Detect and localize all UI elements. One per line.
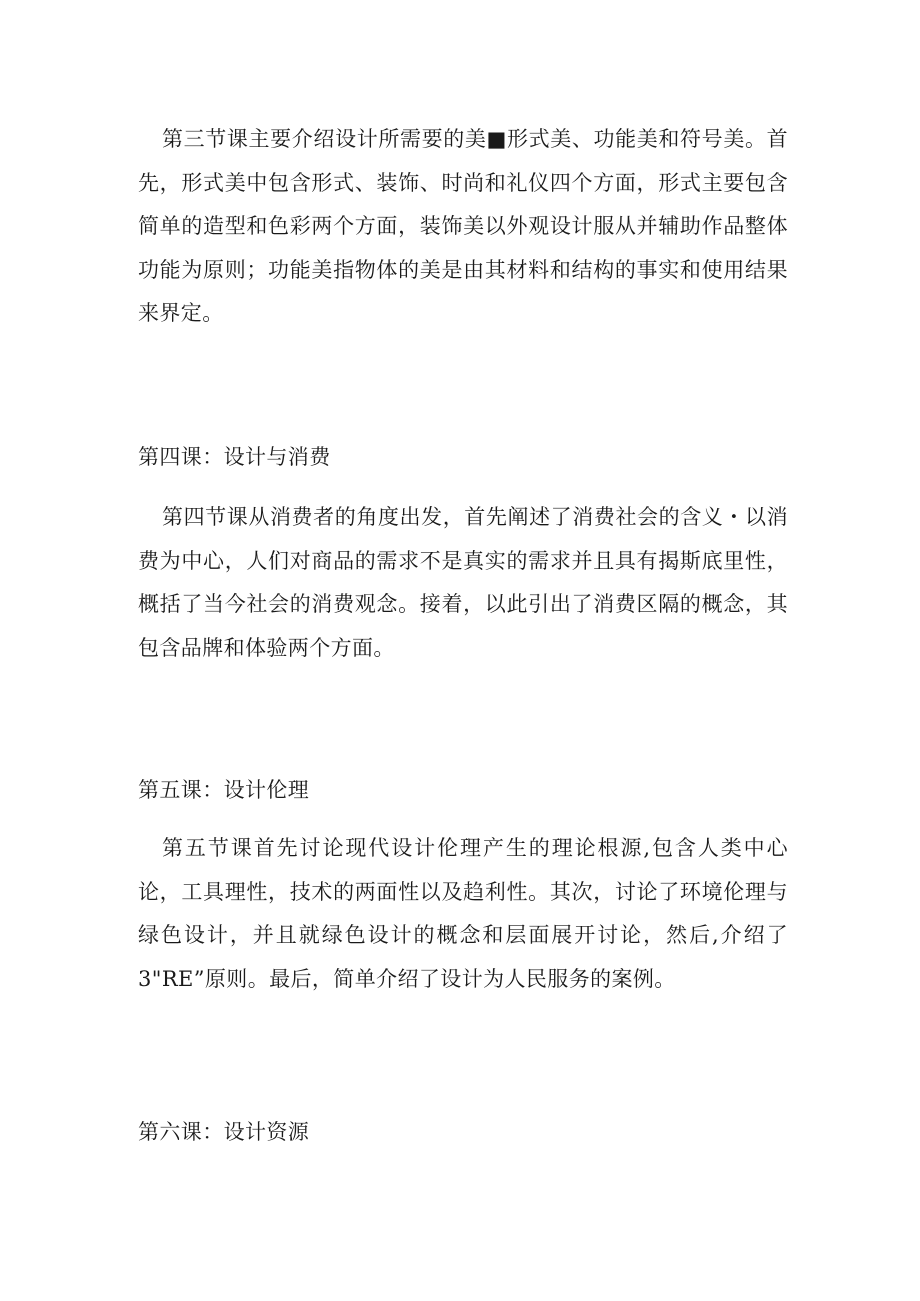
paragraph-lesson-5: 第五节课首先讨论现代设计伦理产生的理论根源,包含人类中心论，工具理性，技术的两面性以及趋利性。其次，讨论了环境伦理与绿色设计，并且就绿色设计的概念和层面展开讨论，然后,介绍了3"RE”原则。最后，简单介绍了设计为人民服务的案例。	[138, 836, 788, 991]
heading-lesson-5: 第五课：设计伦理	[138, 778, 310, 802]
paragraph-lesson-3: 第三节课主要介绍设计所需要的美■形式美、功能美和符号美。首先，形式美中包含形式、装饰、时尚和礼仪四个方面，形式主要包含简单的造型和色彩两个方面，装饰美以外观设计服从并辅助作品整体功能为原则；功能美指物体的美是由其材料和结构的事实和使用结果来界定。	[138, 127, 788, 325]
heading-lesson-6: 第六课：设计资源	[138, 1120, 310, 1144]
heading-lesson-4: 第四课：设计与消费	[138, 445, 331, 469]
paragraph-lesson-4: 第四节课从消费者的角度出发，首先阐述了消费社会的含义・以消费为中心，人们对商品的需求不是真实的需求并且具有揭斯底里性，概括了当今社会的消费观念。接着，以此引出了消费区隔的概念，其包含品牌和体验两个方面。	[138, 505, 788, 660]
